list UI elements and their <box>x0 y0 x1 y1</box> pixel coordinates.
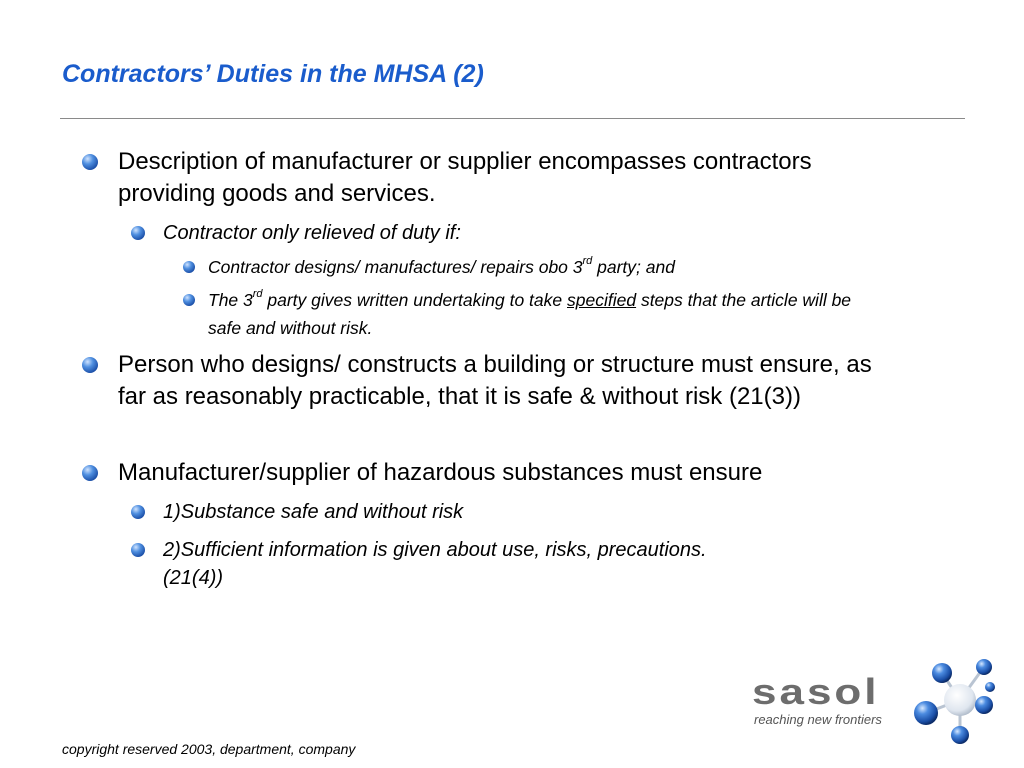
bullet-item-1 <box>118 146 898 210</box>
bullet-icon <box>131 543 145 557</box>
bullet-item-1-1-2 <box>208 286 888 342</box>
bullet-text: Contractor only relieved of duty if: <box>163 222 461 244</box>
bullet-item-3-1 <box>163 498 803 526</box>
bullet-text: 2)Sufficient information is given about use, risks, precautions.(21(4)) <box>163 539 707 589</box>
sasol-logo: sasol <box>752 672 880 713</box>
bullet-text: 1)Substance safe and without risk <box>163 501 464 523</box>
bullet-text: The 3rd party gives written undertaking to take specified steps that the article will be safe and without risk. <box>208 288 852 338</box>
bullet-icon <box>183 261 195 273</box>
bullet-text: Person who designs/ constructs a building or structure must ensure, as far as reasonably practicable, that it is safe & without risk (21(3)) <box>118 351 872 410</box>
bullet-icon <box>183 294 195 306</box>
bullet-icon <box>82 154 98 170</box>
bullet-icon <box>82 465 98 481</box>
bullet-item-2 <box>118 349 888 413</box>
slide-title: Contractors’ Duties in the MHSA (2) <box>62 60 484 88</box>
bullet-text: Manufacturer/supplier of hazardous substances must ensure <box>118 459 763 486</box>
bullet-text: Description of manufacturer or supplier encompasses contractors providing goods and services. <box>118 148 812 207</box>
bullet-icon <box>131 226 145 240</box>
bullet-icon <box>131 505 145 519</box>
footer-copyright: copyright reserved 2003, department, company <box>62 741 356 757</box>
bullet-item-1-1 <box>163 219 803 247</box>
logo-tagline: reaching new frontiers <box>754 712 882 727</box>
title-divider <box>60 118 965 119</box>
bullet-item-1-1-1 <box>208 253 888 281</box>
molecule-icon <box>912 655 1012 750</box>
bullet-item-3 <box>118 457 898 489</box>
bullet-text: Contractor designs/ manufactures/ repairs obo 3rd party; and <box>208 255 675 277</box>
bullet-item-3-2 <box>163 536 733 592</box>
underlined-term: specified <box>567 290 637 310</box>
bullet-icon <box>82 357 98 373</box>
